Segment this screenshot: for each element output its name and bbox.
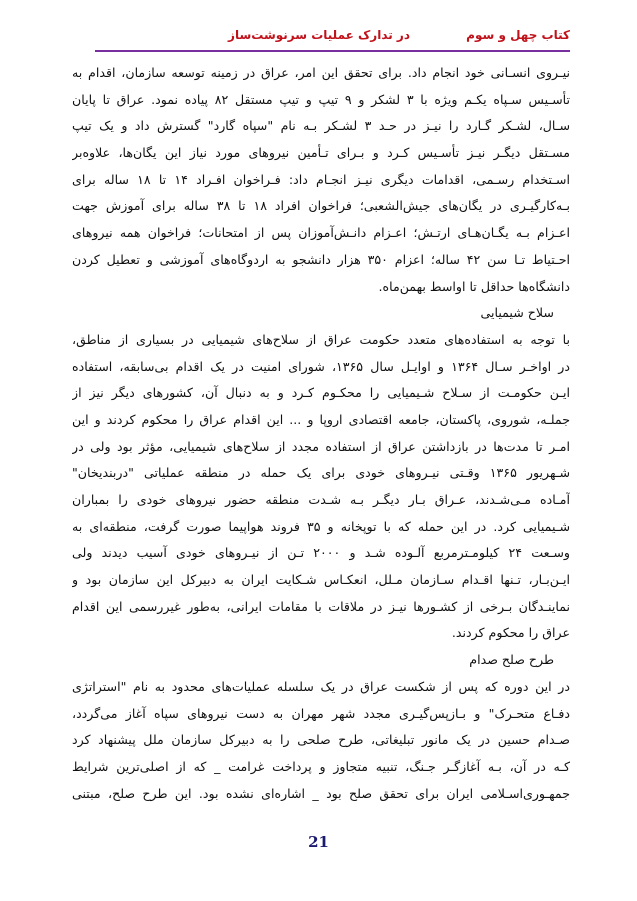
text-line: جمهـوری‌اسـلامی ایران برای تحقق صلح بود _ اشاره‌ای نشده بود. این طرح صلح، مبتنی (72, 785, 570, 801)
text-line: عراق را محکوم کردند. (451, 625, 570, 641)
text-line: جملـه، شوروی، پاکستان، جامعه اقتصادی اروپا و ... این اقدام عراق را محکوم کردند و این (72, 411, 570, 427)
text-line: دانشگاه‌ها حداقل تا اواسط بهمن‌ماه. (378, 278, 570, 294)
text-line: اعـزام بـه یگـان‌هـای ارتـش؛ اعـزام دانـش‌آموزان پس از امتحانات؛ فراخوان همه نیروهای (72, 225, 570, 241)
text-line: سـال، لشـکر گـارد را نیـز در حـد ۳ لشـکر بـه نام "سپاه گارد" گسترش داد و یک تیپ (72, 118, 570, 134)
section-heading-chemical-weapons: سلاح شیمیایی (480, 305, 554, 321)
paragraph-3 (72, 674, 570, 807)
text-line: ایـن حکومـت از سـلاح شـیمیایی را محکـوم کـرد و به دنبال آن، کشورهای دیگر نیز از (72, 385, 570, 401)
text-line: شـیمیایی کرد. در این حمله که با توپخانه و ۳۵ فروند هواپیما صورت گرفت، منطقه‌ای به (72, 518, 570, 534)
text-line: نماینـدگان بـرخی از کشـورها نیـز در ملاقات با مقامات ایرانی، به‌طور غیررسمی این اقدام (72, 598, 570, 614)
paragraph-2 (72, 327, 570, 647)
text-line: تأسـیس سـپاه یکـم ویژه با ۳ لشکر و ۹ تیپ و تیپ مستقل ۸۲ پیاده نمود. عراق تا پایان (72, 91, 570, 107)
text-line: نیـروی انسـانی خود انجام داد. برای تحقق این امر، عراق در زمینه توسعه سازمان، اقدام به (72, 65, 570, 80)
section-heading-saddam-peace-plan: طرح صلح صدام (469, 652, 554, 668)
text-line: وسـعت ۲۴ کیلومـترمربع آلـوده شـد و ۲۰۰۰ تـن از نیـروهای خودی آسیب دیدند ولی (72, 545, 570, 561)
text-line: ایـن‌بـار، تـنها اقـدام سـازمان مـلل، انعکـاس شـکایت ایران به دبیرکل این سازمان بود و (72, 572, 570, 588)
text-line: احـتیاط تـا سن ۴۲ ساله؛ اعزام ۳۵۰ هزار دانشجو به اردوگاه‌های آموزشی و تعطیل کردن (72, 251, 570, 267)
text-line: آمـاده مـی‌شـدند، عـراق بـار دیگـر بـه شـدت منطقه حضور نیروهای خودی را بمباران (72, 492, 570, 507)
text-line: در اواخـر سـال ۱۳۶۴ و اوایـل سال ۱۳۶۵، شورای امنیت در یک اقدام بی‌سابقه، استفاده (72, 358, 570, 374)
text-line: دفـاع متحـرک" و بـازپس‌گیـری مجدد شهر مهران به دست نیروهای سپاه آغاز می‌گردد، (72, 705, 570, 721)
text-line: کـه در آن، بـه آغازگـر جـنگ، تنبیه متجاوز و پرداخت غرامت _ که از اصلی‌ترین شرایط (72, 758, 570, 774)
body-text (72, 60, 570, 807)
paragraph-1 (72, 60, 570, 300)
book-title: کتاب چهل و سوم (466, 28, 570, 42)
text-line: بـه‌کارگیـری در یگان‌های جیش‌الشعبی؛ فراخوان افراد ۱۸ تا ۳۸ ساله برای آموزش جهت (72, 198, 570, 214)
running-header (95, 28, 570, 46)
text-line: صـدام حسین در یک مانور تبلیغاتی، طرح صلحی را به دبیرکل سازمان ملل پیشنهاد کرد (72, 732, 570, 748)
page-number: 21 (308, 833, 329, 851)
text-line: شـهریور ۱۳۶۵ وقـتی نیـروهای خودی برای یک حمله در منطقه عملیاتی "دربندیخان" (72, 465, 570, 481)
text-line: امـر تا مدت‌ها در بازداشتن عراق از استفاده مجدد از سلاح‌های شیمیایی، مؤثر بود ولی در (72, 438, 570, 454)
header-rule (95, 50, 570, 52)
section-title: در تدارک عملیات سرنوشت‌ساز (228, 28, 410, 42)
text-line: اسـتخدام رسـمی، اقدامات دیگری نیـز انجـام داد: فـراخوان افـراد ۱۴ تا ۱۸ ساله برای (72, 171, 570, 187)
text-line: در این دوره که پس از شکست عراق در یک سلسله عملیات‌های محدود به نام "استراتژی (72, 678, 570, 694)
text-line: با توجه به استفاده‌های متعدد حکومت عراق از سلاح‌های شیمیایی در بسیاری از مناطق، (72, 331, 570, 347)
text-line: مسـتقل دیگـر نیـز تأسـیس کـرد و بـرای تـأمین نیروهای مورد نیاز این یگان‌ها، علاوه‌بر (72, 145, 570, 161)
